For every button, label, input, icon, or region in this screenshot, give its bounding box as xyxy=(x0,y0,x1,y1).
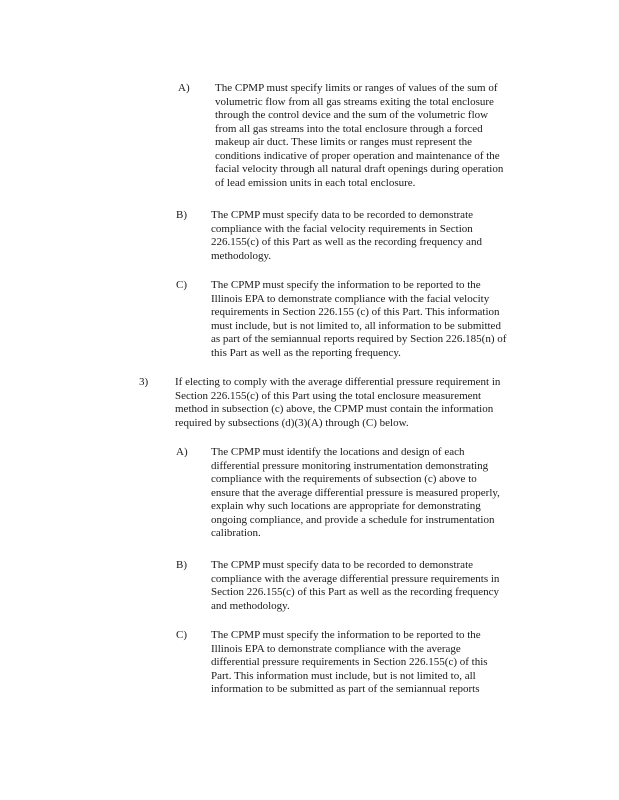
text-line: makeup air duct. These limits or ranges must represent the xyxy=(215,136,473,148)
item-text xyxy=(215,82,503,190)
item-text xyxy=(211,559,499,613)
text-line: conditions indicative of proper operation and maintenance of the xyxy=(215,149,500,162)
text-line: If electing to comply with the average differential pressure requirement in xyxy=(175,376,501,388)
text-line: of lead emission units in each total enclosure. xyxy=(215,176,416,189)
item-label: B) xyxy=(176,559,187,571)
text-line: explain why such locations are appropriate for demonstrating xyxy=(211,500,481,512)
text-line: ongoing compliance, and provide a schedule for instrumentation xyxy=(211,513,495,526)
item-label: A) xyxy=(178,82,190,94)
item-text xyxy=(211,629,488,697)
text-line: The CPMP must specify data to be recorded to demonstrate xyxy=(211,559,474,571)
text-line: The CPMP must specify the information to be reported to the xyxy=(211,629,481,641)
text-line: calibration. xyxy=(211,527,261,539)
item-label: A) xyxy=(176,446,188,458)
text-line: and methodology. xyxy=(211,599,290,612)
text-line: compliance with the average differential pressure requirements in xyxy=(211,572,500,585)
text-line: differential pressure monitoring instrumentation demonstrating xyxy=(211,459,489,472)
item-text xyxy=(211,279,506,360)
item-label: C) xyxy=(176,279,187,291)
text-line: must include, but is not limited to, all information to be submitted xyxy=(211,319,501,332)
text-line: volumetric flow from all gas streams exiting the total enclosure xyxy=(215,95,494,108)
text-line: Section 226.155(c) of this Part as well as the recording frequency xyxy=(211,586,500,598)
item-label: B) xyxy=(176,209,187,221)
text-line: Illinois EPA to demonstrate compliance with the average xyxy=(211,642,461,655)
text-line: The CPMP must specify data to be recorded to demonstrate xyxy=(211,209,474,221)
text-line: The CPMP must specify the information to be reported to the xyxy=(211,279,481,291)
text-line: 226.155(c) of this Part as well as the recording frequency and xyxy=(211,236,482,248)
text-line: compliance with the facial velocity requirements in Section xyxy=(211,222,473,235)
text-line: methodology. xyxy=(211,249,272,262)
item-text xyxy=(211,209,482,263)
item-label: C) xyxy=(176,629,187,641)
text-line: The CPMP must identify the locations and design of each xyxy=(211,446,465,458)
text-line: method in subsection (c) above, the CPMP must contain the information xyxy=(175,403,494,415)
text-line: ensure that the average differential pressure is measured properly, xyxy=(211,486,500,499)
text-line: requirements in Section 226.155 (c) of this Part. This information xyxy=(211,306,500,318)
text-line: Illinois EPA to demonstrate compliance with the facial velocity xyxy=(211,292,490,305)
item-label: 3) xyxy=(139,376,149,388)
text-line: facial velocity through all natural draft openings during operation xyxy=(215,163,504,175)
text-line: The CPMP must specify limits or ranges of values of the sum of xyxy=(215,82,498,94)
item-text xyxy=(211,446,500,541)
text-line: compliance with the requirements of subsection (c) above to xyxy=(211,473,477,485)
text-line: through the control device and the sum of the volumetric flow xyxy=(215,109,489,121)
text-line: information to be submitted as part of the semiannual reports xyxy=(211,683,480,695)
text-line: from all gas streams into the total enclosure through a forced xyxy=(215,122,483,135)
text-line: differential pressure requirements in Section 226.155(c) of this xyxy=(211,656,488,668)
text-line: Section 226.155(c) of this Part using the total enclosure measurement xyxy=(175,389,482,402)
text-line: Part. This information must include, but is not limited to, all xyxy=(211,669,476,682)
text-line: required by subsections (d)(3)(A) through (C) below. xyxy=(175,416,409,429)
text-line: as part of the semiannual reports required by Section 226.185(n) of xyxy=(211,333,507,345)
text-line: this Part as well as the reporting frequency. xyxy=(211,346,401,359)
item-text xyxy=(175,376,500,430)
